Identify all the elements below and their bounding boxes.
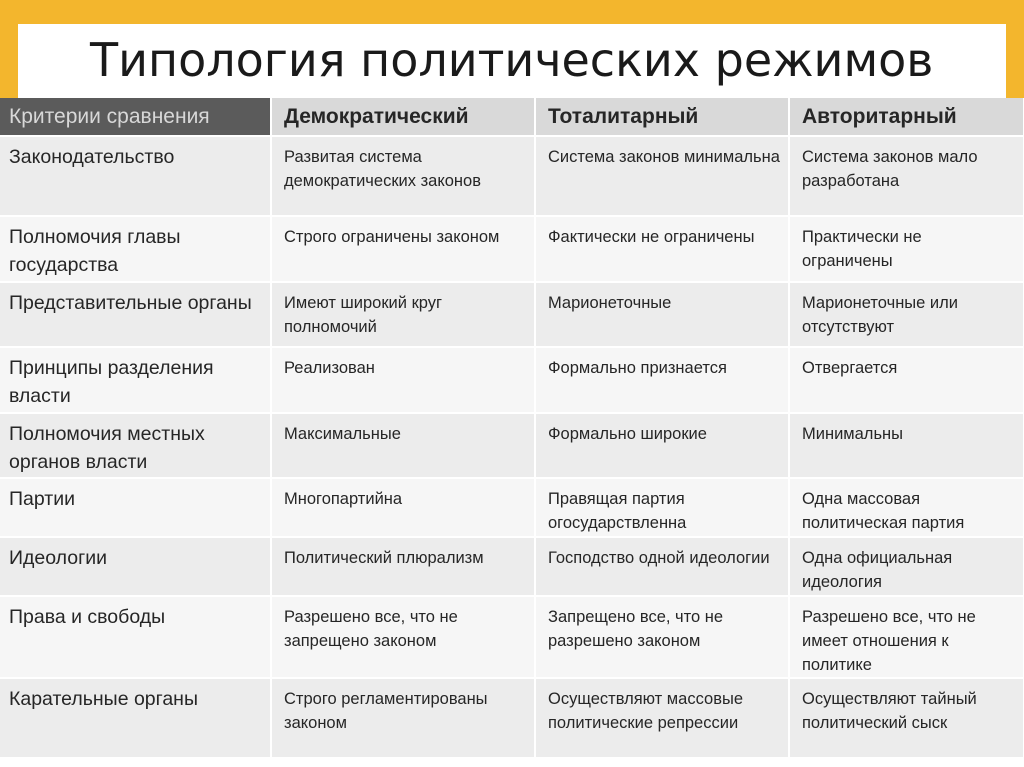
- authoritarian-cell: Марионеточные или отсутствуют: [789, 282, 1024, 347]
- democratic-cell: Реализован: [271, 347, 535, 413]
- table-row: [0, 537, 1024, 596]
- authoritarian-cell: Отвергается: [789, 347, 1024, 413]
- democratic-cell: Политический плюрализм: [271, 537, 535, 596]
- header-democratic: Демократический: [271, 98, 535, 136]
- comparison-table-container: [0, 98, 1024, 767]
- democratic-cell: Строго ограничены законом: [271, 216, 535, 282]
- totalitarian-cell: Система законов минимальна: [535, 136, 789, 216]
- authoritarian-cell: Одна массовая политическая партия: [789, 478, 1024, 537]
- table-row: [0, 136, 1024, 216]
- table-row: [0, 596, 1024, 678]
- totalitarian-cell: Формально признается: [535, 347, 789, 413]
- authoritarian-cell: Одна официальная идеология: [789, 537, 1024, 596]
- table-row: [0, 413, 1024, 478]
- democratic-cell: Развитая система демократических законов: [271, 136, 535, 216]
- authoritarian-cell: Минимальны: [789, 413, 1024, 478]
- header-totalitarian: Тоталитарный: [535, 98, 789, 136]
- criterion-cell: Идеологии: [0, 537, 271, 596]
- democratic-cell: Многопартийна: [271, 478, 535, 537]
- criterion-cell: Законодательство: [0, 136, 271, 216]
- criterion-cell: Представительные органы: [0, 282, 271, 347]
- header-criteria: Критерии сравнения: [0, 98, 271, 136]
- totalitarian-cell: Фактически не ограничены: [535, 216, 789, 282]
- criterion-cell: Принципы разделения власти: [0, 347, 271, 413]
- authoritarian-cell: Осуществляют тайный политический сыск: [789, 678, 1024, 758]
- totalitarian-cell: Господство одной идеологии: [535, 537, 789, 596]
- totalitarian-cell: Осуществляют массовые политические репрессии: [535, 678, 789, 758]
- totalitarian-cell: Запрещено все, что не разрешено законом: [535, 596, 789, 678]
- criterion-cell: Партии: [0, 478, 271, 537]
- democratic-cell: Имеют широкий круг полномочий: [271, 282, 535, 347]
- democratic-cell: Строго регламентированы законом: [271, 678, 535, 758]
- table-row: [0, 216, 1024, 282]
- authoritarian-cell: Система законов мало разработана: [789, 136, 1024, 216]
- criterion-cell: Права и свободы: [0, 596, 271, 678]
- table-row: [0, 478, 1024, 537]
- criterion-cell: Полномочия местных органов власти: [0, 413, 271, 478]
- totalitarian-cell: Формально широкие: [535, 413, 789, 478]
- democratic-cell: Разрешено все, что не запрещено законом: [271, 596, 535, 678]
- title-box: [18, 24, 1006, 98]
- comparison-table: [0, 98, 1024, 759]
- democratic-cell: Максимальные: [271, 413, 535, 478]
- criterion-cell: Карательные органы: [0, 678, 271, 758]
- table-row: [0, 678, 1024, 758]
- totalitarian-cell: Марионеточные: [535, 282, 789, 347]
- table-row: [0, 347, 1024, 413]
- authoritarian-cell: Практически не ограничены: [789, 216, 1024, 282]
- table-row: [0, 282, 1024, 347]
- authoritarian-cell: Разрешено все, что не имеет отношения к политике: [789, 596, 1024, 678]
- header-authoritarian: Авторитарный: [789, 98, 1024, 136]
- page-title: Типология политических режимов: [90, 33, 934, 87]
- totalitarian-cell: Правящая партия огосударствленна: [535, 478, 789, 537]
- table-header-row: [0, 98, 1024, 136]
- criterion-cell: Полномочия главы государства: [0, 216, 271, 282]
